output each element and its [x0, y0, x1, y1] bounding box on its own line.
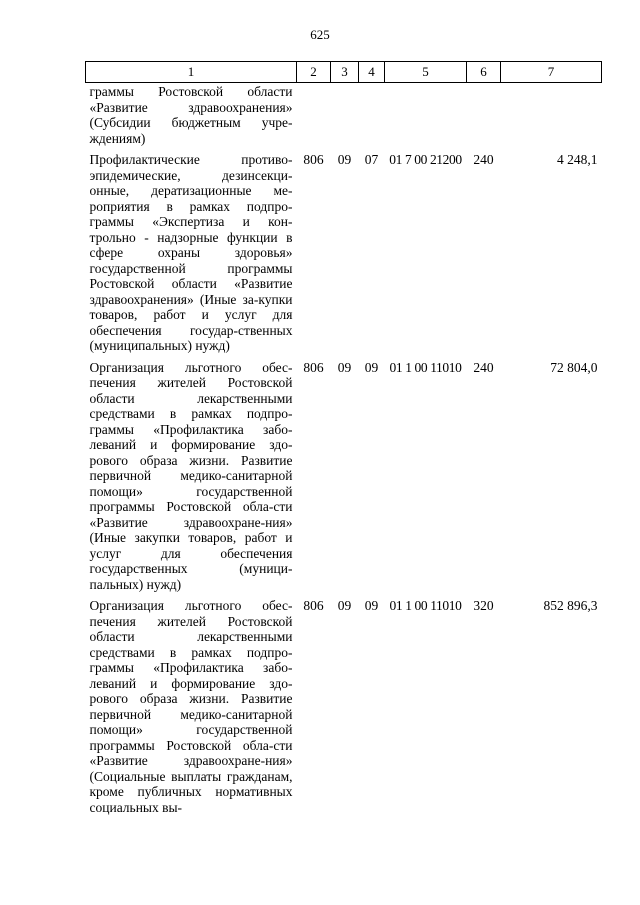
column-header: 6 [467, 62, 501, 83]
target-code: 01 1 00 11010 [389, 598, 462, 613]
target-code: 01 7 00 21200 [389, 152, 462, 167]
subsection-code: 07 [364, 152, 379, 167]
amount: 852 896,3 [543, 598, 598, 613]
section-code: 09 [337, 598, 352, 613]
subsection-code: 09 [364, 598, 379, 613]
expense-type-code: 320 [473, 598, 494, 613]
subsection-code: 09 [364, 359, 379, 375]
row-description: Организация льготного обес-печения жителей Ростовской области лекарственными средствами в рамках подпро-граммы «Профилактика забо-леваний и формирование здо-рового образа жизни. Развитие первичной медико-санитарной помощи» государственной программы Ростовской обла-сти «Развитие здравоохране-ния» (Социальные выплаты гражданам, кроме публичных нормативных социальных вы- [89, 598, 293, 815]
ministry-code: 806 [303, 152, 324, 167]
budget-table [85, 61, 602, 815]
ministry-code: 806 [303, 598, 324, 613]
section-code [331, 83, 359, 147]
subsection-code [359, 83, 385, 147]
expense-type-code: 240 [473, 152, 494, 167]
table-header-row [86, 62, 602, 83]
expense-type-code [467, 83, 501, 147]
expense-type-code: 240 [473, 359, 494, 375]
target-code [385, 83, 467, 147]
section-code: 09 [337, 152, 352, 167]
table-row [86, 592, 602, 815]
column-header: 4 [359, 62, 385, 83]
column-header: 7 [501, 62, 602, 83]
table-row [86, 146, 602, 354]
target-code: 01 1 00 11010 [389, 359, 462, 375]
amount: 4 248,1 [557, 152, 598, 167]
column-header: 5 [385, 62, 467, 83]
table-row [86, 83, 602, 147]
ministry-code [297, 83, 331, 147]
section-code: 09 [337, 359, 352, 375]
column-header: 1 [86, 62, 297, 83]
row-description: Организация льготного обес-печения жителей Ростовской области лекарственными средствами в рамках подпро-граммы «Профилактика забо-леваний и формирование здо-рового образа жизни. Развитие первичной медико-санитарной помощи» государственной программы Ростовской обла-сти «Развитие здравоохране-ния» (Иные закупки товаров, работ и услуг для обеспечения государственных (муници-пальных) нужд) [89, 359, 293, 592]
amount: 72 804,0 [550, 359, 598, 375]
table-row [86, 354, 602, 593]
ministry-code: 806 [303, 359, 324, 375]
column-header: 2 [297, 62, 331, 83]
page-number: 625 [310, 27, 330, 42]
row-description: Профилактические противо-эпидемические, дезинсекци-онные, дератизационные ме-роприятия в рамках подпро-граммы «Экспертиза и кон-трольно - надзорные функции в сфере охраны здоровья» государственной программы Ростовской области «Развитие здравоохранения» (Иные за-купки товаров, работ и услуг для обеспечения государ-ственных (муниципальных) нужд) [89, 152, 293, 353]
amount [501, 83, 602, 147]
row-description: граммы Ростовской области «Развитие здравоохранения» (Субсидии бюджетным учре-ждениям) [89, 84, 293, 146]
column-header: 3 [331, 62, 359, 83]
